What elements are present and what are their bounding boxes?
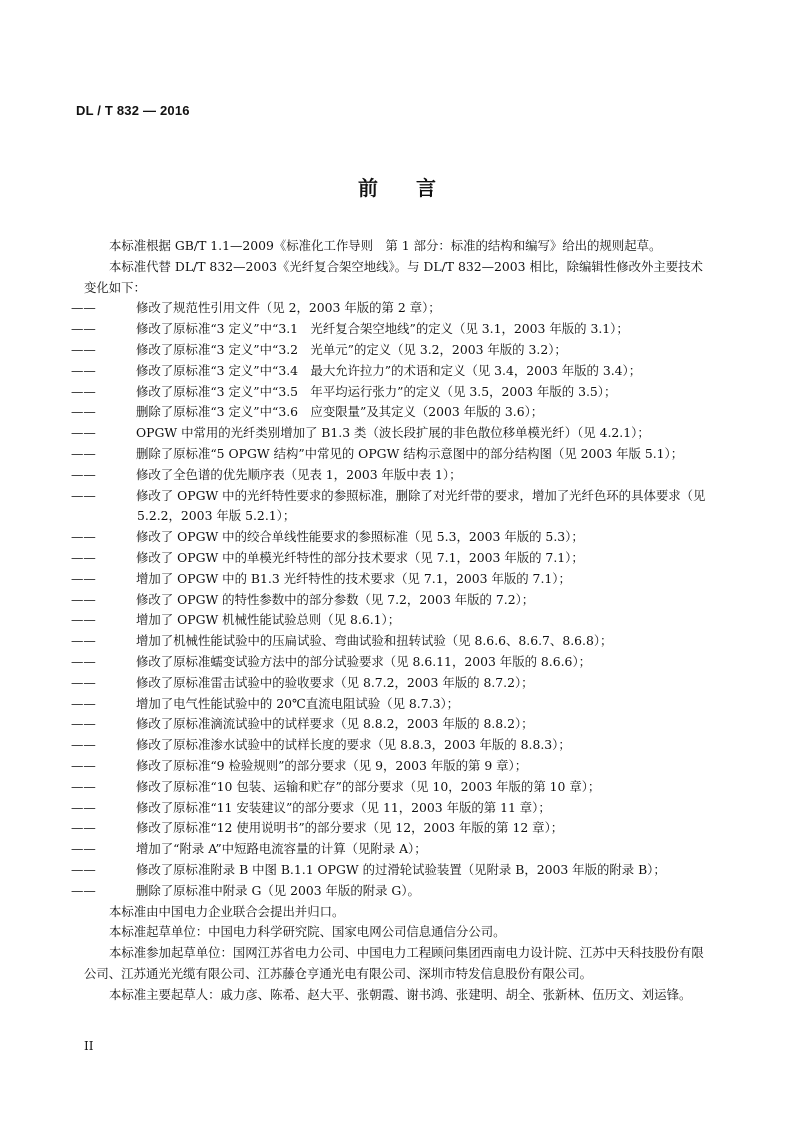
list-item	[71, 548, 708, 569]
list-item-text: 修改了原标准渗水试验中的试样长度的要求（见 8.8.3，2003 年版的 8.8.3）；	[136, 737, 571, 753]
list-item	[71, 860, 708, 881]
dash: ——	[71, 695, 96, 711]
dash: ——	[71, 861, 96, 877]
dash: ——	[71, 737, 96, 753]
list-item-text: 修改了 OPGW 中的绞合单线性能要求的参照标准（见 5.3，2003 年版的 5.3）；	[136, 529, 584, 545]
list-item	[71, 382, 708, 403]
list-item	[71, 465, 708, 486]
list-item-text: 修改了 OPGW 中的单模光纤特性的部分技术要求（见 7.1，2003 年版的 7.1）；	[136, 549, 584, 565]
list-item	[71, 798, 708, 819]
list-item-text: 修改了原标准附录 B 中图 B.1.1 OPGW 的过滑轮试验装置（见附录 B，2003 年版的附录 B）；	[136, 861, 666, 877]
dash: ——	[71, 300, 96, 316]
list-item-text: 增加了电气性能试验中的 20℃直流电阻试验（见 8.7.3）；	[136, 695, 460, 711]
list-item	[71, 319, 708, 340]
list-item	[71, 777, 708, 798]
list-item-text: 增加了 OPGW 机械性能试验总则（见 8.6.1）；	[136, 612, 401, 628]
dash: ——	[71, 487, 96, 503]
list-item-text: 修改了原标准“3 定义”中“3.5 年平均运行张力”的定义（见 3.5，2003 年版的 3.5）；	[136, 383, 617, 399]
dash: ——	[71, 341, 96, 357]
dash: ——	[71, 799, 96, 815]
list-item-text: 修改了原标准“3 定义”中“3.2 光单元”的定义（见 3.2，2003 年版的 3.2）；	[136, 341, 567, 357]
list-item	[71, 402, 708, 423]
list-item-text: 修改了 OPGW 中的光纤特性要求的参照标准，删除了对光纤带的要求，增加了光纤色环的具体要求（见 5.2.2，2003 年版 5.2.1）；	[136, 487, 706, 524]
dash: ——	[71, 321, 96, 337]
dash: ——	[71, 674, 96, 690]
dash: ——	[71, 757, 96, 773]
list-item-text: 修改了原标准“3 定义”中“3.4 最大允许拉力”的术语和定义（见 3.4，2003 年版的 3.4）；	[136, 362, 642, 378]
list-item	[71, 818, 708, 839]
page-title: 前言	[358, 176, 474, 200]
intro-paragraph: 本标准根据 GB/T 1.1—2009《标准化工作导则 第 1 部分：标准的结构和编写》给出的规则起草。	[109, 238, 662, 253]
list-item-text: 修改了原标准雷击试验中的验收要求（见 8.7.2，2003 年版的 8.7.2）；	[136, 674, 534, 690]
closing-paragraph: 本标准起草单位：中国电力科学研究院、国家电网公司信息通信分公司。	[109, 924, 506, 940]
list-item-text: 修改了原标准“12 使用说明书”的部分要求（见 12，2003 年版的第 12 章）；	[136, 820, 564, 836]
list-item	[71, 694, 708, 715]
intro-paragraph: 本标准代替 DL/T 832—2003《光纤复合架空地线》。与 DL/T 832—2003 相比，除编辑性修改外主要技术变化如下：	[84, 258, 703, 295]
list-item	[71, 756, 708, 777]
list-item-text: 修改了原标准“11 安装建议”的部分要求（见 11，2003 年版的第 11 章）；	[136, 799, 551, 815]
list-item	[71, 444, 708, 465]
list-item	[71, 423, 708, 444]
list-item	[71, 610, 708, 631]
list-item	[71, 527, 708, 548]
list-item-text: 增加了机械性能试验中的压扁试验、弯曲试验和扭转试验（见 8.6.6、8.6.7、8.6.8）；	[136, 633, 613, 649]
dash: ——	[71, 466, 96, 482]
list-item	[71, 569, 708, 590]
dash: ——	[71, 591, 96, 607]
dash: ——	[71, 882, 96, 898]
page-number: II	[84, 1039, 94, 1053]
list-item	[71, 839, 708, 860]
list-item-text: 增加了“附录 A”中短路电流容量的计算（见附录 A）；	[136, 841, 427, 857]
dash: ——	[71, 841, 96, 857]
list-item-text: 删除了原标准“3 定义”中“3.6 应变限量”及其定义（2003 年版的 3.6）；	[136, 404, 544, 420]
dash: ——	[71, 570, 96, 586]
dash: ——	[71, 362, 96, 378]
dash: ——	[71, 633, 96, 649]
list-item-text: 修改了全色谱的优先顺序表（见表 1，2003 年版中表 1）；	[136, 466, 462, 482]
list-item	[71, 361, 708, 382]
dash: ——	[71, 425, 96, 441]
dash: ——	[71, 383, 96, 399]
list-item	[71, 714, 708, 735]
list-item-text: 修改了规范性引用文件（见 2，2003 年版的第 2 章）；	[136, 300, 441, 316]
dash: ——	[71, 404, 96, 420]
dash: ——	[71, 529, 96, 545]
dash: ——	[71, 653, 96, 669]
list-item	[71, 652, 708, 673]
dash: ——	[71, 820, 96, 836]
dash: ——	[71, 778, 96, 794]
list-item-text: 修改了原标准蠕变试验方法中的部分试验要求（见 8.6.11，2003 年版的 8.6.6）；	[136, 653, 592, 669]
list-item-text: 删除了原标准“5 OPGW 结构”中常见的 OPGW 结构示意图中的部分结构图（见 2003 年版 5.1）；	[136, 445, 684, 461]
change-list	[71, 298, 708, 901]
closing-paragraph: 本标准参加起草单位：国网江苏省电力公司、中国电力工程顾问集团西南电力设计院、江苏中天科技股份有限公司、江苏通光光缆有限公司、江苏藤仓亨通光电有限公司、深圳市特发信息股份有限公司。	[84, 945, 704, 981]
list-item-text: 修改了原标准“3 定义”中“3.1 光纤复合架空地线”的定义（见 3.1，2003 年版的 3.1）；	[136, 321, 629, 337]
list-item	[71, 298, 708, 319]
list-item	[71, 590, 708, 611]
list-item	[71, 631, 708, 652]
list-item-text: 修改了原标准“10 包装、运输和贮存”的部分要求（见 10，2003 年版的第 10 章）；	[136, 778, 601, 794]
list-item-text: 删除了原标准中附录 G（见 2003 年版的附录 G）。	[136, 882, 420, 898]
list-item	[71, 486, 708, 528]
list-item	[71, 673, 708, 694]
list-item	[71, 881, 708, 902]
list-item	[71, 735, 708, 756]
list-item-text: 增加了 OPGW 中的 B1.3 光纤特性的技术要求（见 7.1，2003 年版的 7.1）；	[136, 570, 571, 586]
list-item-text: 修改了原标准“9 检验规则”的部分要求（见 9，2003 年版的第 9 章）；	[136, 757, 528, 773]
document-code: DL / T 832 — 2016	[76, 103, 190, 118]
list-item-text: 修改了 OPGW 的特性参数中的部分参数（见 7.2，2003 年版的 7.2）；	[136, 591, 535, 607]
list-item	[71, 340, 708, 361]
dash: ——	[71, 612, 96, 628]
list-item-text: 修改了原标准滴流试验中的试样要求（见 8.8.2，2003 年版的 8.8.2）；	[136, 716, 534, 732]
dash: ——	[71, 549, 96, 565]
preface-body	[71, 236, 708, 1005]
closing-paragraph: 本标准由中国电力企业联合会提出并归口。	[109, 903, 345, 919]
dash: ——	[71, 445, 96, 461]
list-item-text: OPGW 中常用的光纤类别增加了 B1.3 类（波长段扩展的非色散位移单模光纤）（见 4.2.1）；	[136, 425, 650, 441]
closing-paragraph: 本标准主要起草人：戚力彦、陈希、赵大平、张朝霞、谢书鸿、张建明、胡全、张新林、伍历文、刘运锋。	[109, 986, 692, 1002]
dash: ——	[71, 716, 96, 732]
